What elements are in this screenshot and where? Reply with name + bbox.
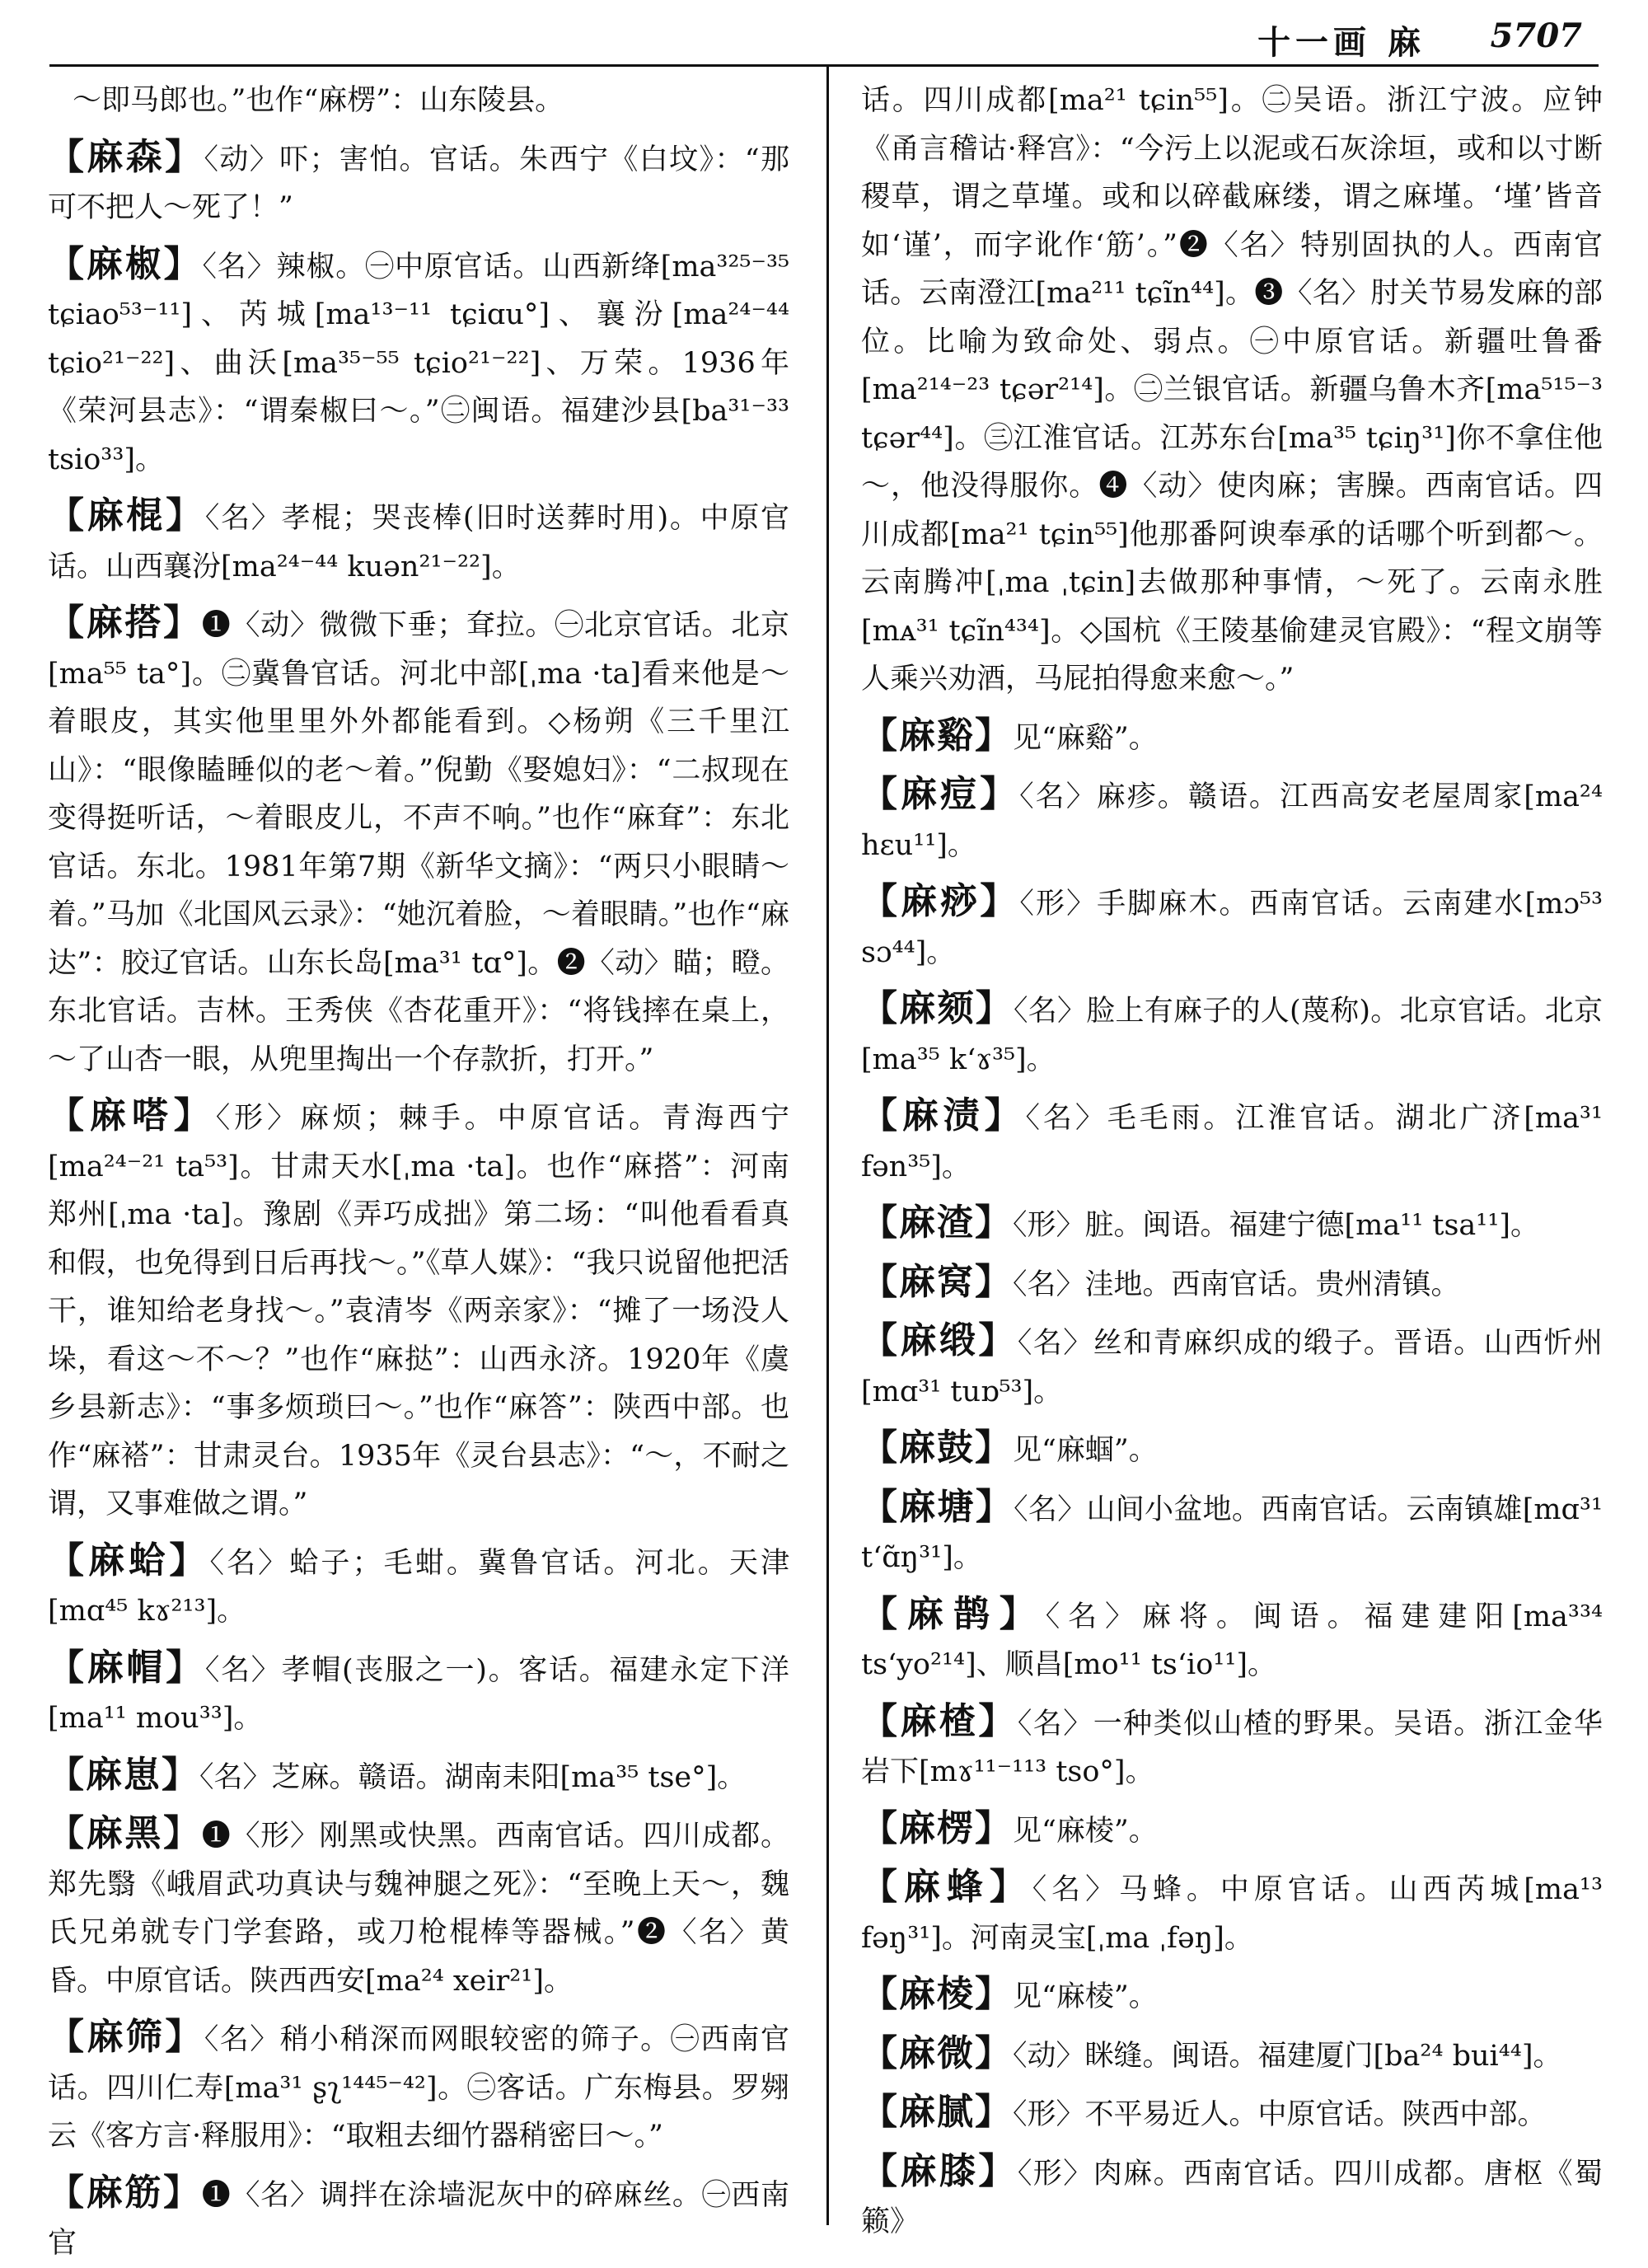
entry-definition: 见“麻谿”。 (1013, 721, 1158, 755)
dictionary-entry (861, 1199, 1603, 1250)
entry-headword: 【麻谿】 (861, 714, 1013, 757)
entry-headword: 【麻搭】 (48, 602, 202, 644)
entry-continuation (861, 74, 1603, 704)
dictionary-entry (861, 1092, 1603, 1191)
entry-headword: 【麻缎】 (861, 1319, 1018, 1361)
entry-headword: 【麻渣】 (861, 1202, 1013, 1244)
header-rule (49, 64, 1599, 67)
section-title: 十一画 麻 (1257, 23, 1426, 62)
dictionary-entry (861, 1258, 1603, 1310)
entry-definition: 〈名〉稍小稍深而网眼较密的筛子。㊀西南官话。四川仁寿[ma³¹ ʂʅ¹⁴⁴⁵⁻⁴²]。㊁客话。广东梅县。罗翙云《客方言·释服用》：“取粗去细竹器稍密曰～。” (48, 2023, 789, 2153)
dictionary-entry (861, 1970, 1603, 2022)
page-number: 5707 (1490, 16, 1582, 55)
entry-headword: 【麻蜂】 (861, 1866, 1032, 1908)
dictionary-entry (861, 2088, 1603, 2139)
dictionary-entry (48, 1092, 789, 1529)
entry-headword: 【麻森】 (48, 135, 204, 178)
entry-headword: 【麻窝】 (861, 1260, 1013, 1303)
entry-definition: 见“麻蝈”。 (1013, 1434, 1158, 1467)
dictionary-entry (861, 2148, 1603, 2247)
entry-definition: 〈名〉芝麻。赣语。湖南耒阳[ma³⁵ tse°]。 (199, 1760, 747, 1794)
entry-headword: 【麻鹊】 (861, 1592, 1046, 1635)
entry-headword: 【麻棱】 (861, 1973, 1013, 2015)
dictionary-entry (48, 2013, 789, 2161)
entry-headword: 【麻嗒】 (48, 1094, 216, 1136)
entry-definition: 〈名〉山间小盆地。西南官话。云南镇雄[mɑ³¹ t‘ɑ̃ŋ³¹]。 (861, 1492, 1603, 1574)
dictionary-entry (48, 2169, 789, 2268)
entry-headword: 【麻筛】 (48, 2016, 204, 2058)
dictionary-entry (861, 712, 1603, 763)
entry-headword: 【麻帽】 (48, 1646, 205, 1689)
entry-headword: 【麻塘】 (861, 1485, 1014, 1528)
dictionary-entry (861, 878, 1603, 977)
entry-headword: 【麻腻】 (861, 2091, 1013, 2133)
entry-definition: ❶〈名〉调拌在涂墙泥灰中的碎麻丝。㊀西南官 (48, 2178, 789, 2260)
dictionary-entry (48, 1751, 789, 1802)
entry-definition: 〈名〉麻疹。赣语。江西高安老屋周家[ma²⁴ hɛu¹¹]。 (861, 780, 1603, 862)
dictionary-entry (861, 1317, 1603, 1416)
entry-headword: 【麻黑】 (48, 1812, 202, 1854)
dictionary-entry (861, 1483, 1603, 1582)
entry-definition: ❶〈动〉微微下垂；耷拉。㊀北京官话。北京[ma⁵⁵ ta°]。㊁冀鲁官话。河北中部[ˌma ·ta]看来他是～着眼皮，其实他里里外外都能看到。◇杨朔《三千里江山》：“眼像瞌睡似的老～着。”倪勤《娶媳妇》：“二叔现在变得挺听话，～着眼皮儿，不声不响。”也作“麻耷”：东北官话。东北。1981年第7期《新华文摘》：“两只小眼睛～着。”马加《北国风云录》：“她沉着脸，～着眼睛。”也作“麻达”：胶辽官话。山东长岛[ma³¹ tɑ°]。❷〈动〉瞄；瞪。东北官话。吉林。王秀侠《杏花重开》：“将钱摔在桌上，～了山杏一眼，从兜里掏出一个存款折，打开。” (48, 609, 789, 1076)
entry-definition: 〈名〉孝棍；哭丧棒(旧时送葬时用)。中原官话。山西襄汾[ma²⁴⁻⁴⁴ kuən²¹⁻²²]。 (48, 502, 790, 583)
entry-headword: 【麻蛤】 (48, 1539, 210, 1582)
entry-definition: 见“麻棱”。 (1013, 1814, 1158, 1848)
entry-headword: 【麻痧】 (861, 880, 1020, 922)
entry-definition: 〈名〉脸上有麻子的人(蔑称)。北京官话。北京[ma³⁵ k‘ɤ³⁵]。 (861, 995, 1604, 1076)
dictionary-entry (861, 2030, 1603, 2081)
entry-headword: 【麻楞】 (861, 1806, 1013, 1849)
dictionary-entry (861, 771, 1603, 869)
entry-headword: 【麻崽】 (48, 1753, 199, 1796)
dictionary-entry (48, 1810, 789, 2005)
entry-headword: 【麻楂】 (861, 1699, 1018, 1742)
page-header (49, 16, 1590, 62)
dictionary-entry (861, 985, 1603, 1084)
entry-definition: 〈名〉蛤子；毛蚶。冀鲁官话。河北。天津[mɑ⁴⁵ kɤ²¹³]。 (48, 1546, 789, 1628)
entry-definition: 〈形〉手脚麻木。西南官话。云南建水[mɔ⁵³ sɔ⁴⁴]。 (861, 888, 1604, 969)
entry-headword: 【麻痘】 (861, 773, 1020, 815)
dictionary-entry (48, 599, 789, 1084)
dictionary-entry (861, 1424, 1603, 1475)
entry-definition: 〈形〉肉麻。西南官话。四川成都。唐枢《蜀籁》 (861, 2157, 1603, 2238)
entry-definition: 〈动〉眯缝。闽语。福建厦门[ba²⁴ bui⁴⁴]。 (1013, 2039, 1562, 2073)
dictionary-entry (48, 134, 789, 232)
right-column (861, 74, 1604, 2238)
entry-definition: 〈名〉麻将。闽语。福建建阳[ma³³⁴ ts‘yo²¹⁴]、顺昌[mo¹¹ ts‘io¹¹]。 (861, 1600, 1604, 1681)
dictionary-entry (861, 1805, 1603, 1856)
entry-definition: ❶〈形〉刚黑或快黑。西南官话。四川成都。郑先翳《峨眉武功真诀与魏神腿之死》：“至晚上天～，魏氏兄弟就专门学套路，或刀枪棍棒等器械。”❷〈名〉黄昏。中原官话。陕西西安[ma²⁴ xeir²¹]。 (48, 1820, 789, 1998)
entry-definition: ～即马郎也。”也作“麻楞”：山东陵县。 (73, 84, 564, 117)
entry-definition: 〈形〉麻烦；棘手。中原官话。青海西宁[ma²⁴⁻²¹ ta⁵³]。甘肃天水[ˌma ·ta]。也作“麻搭”：河南郑州[ˌma ·ta]。豫剧《弄巧成拙》第二场：“叫他看看真和假，也免得到日后再找～。”《草人媒》：“我只说留他把活干，谁知给老身找～。”袁清岑《两亲家》：“摊了一场没人垛，看这～不～？”也作“麻挞”：山西永济。1920年《虞乡县新志》：“事多烦琐曰～。”也作“麻答”：陕西中部。也作“麻褡”：甘肃灵台。1935年《灵台县志》：“～，不耐之谓，又事难做之谓。” (48, 1102, 789, 1521)
entry-definition: 〈名〉马蜂。中原官话。山西芮城[ma¹³ fəŋ³¹]。河南灵宝[ˌma ˌfəŋ]。 (861, 1873, 1603, 1955)
entry-definition: 见“麻棱”。 (1013, 1980, 1158, 2013)
entry-definition: 〈名〉毛毛雨。江淮官话。湖北广济[ma³¹ fən³⁵]。 (861, 1102, 1603, 1183)
entry-definition: 〈名〉一种类似山楂的野果。吴语。浙江金华岩下[mɤ¹¹⁻¹¹³ tso°]。 (861, 1707, 1603, 1788)
entry-definition: 〈名〉洼地。西南官话。贵州清镇。 (1013, 1268, 1460, 1301)
entry-continuation (48, 74, 789, 125)
entry-headword: 【麻渍】 (861, 1094, 1026, 1136)
dictionary-entry (861, 1591, 1603, 1689)
entry-headword: 【麻膝】 (861, 2149, 1018, 2192)
entry-definition: 〈动〉吓；害怕。官话。朱西宁《白坟》：“那可不把人～死了！” (48, 143, 789, 224)
dictionary-entry (48, 241, 789, 485)
entry-definition: 〈形〉不平易近人。中原官话。陕西中部。 (1013, 2098, 1547, 2131)
entry-headword: 【麻微】 (861, 2031, 1013, 2074)
dictionary-entry (861, 1698, 1603, 1797)
entry-definition: 〈名〉丝和青麻织成的缎子。晋语。山西忻州[mɑ³¹ tuɒ⁵³]。 (861, 1327, 1603, 1408)
entry-headword: 【麻鼓】 (861, 1427, 1013, 1469)
left-column (48, 74, 790, 2260)
column-divider (826, 66, 829, 2225)
entry-definition: 〈形〉脏。闽语。福建宁德[ma¹¹ tsa¹¹]。 (1013, 1209, 1540, 1242)
entry-headword: 【麻筋】 (48, 2171, 202, 2214)
entry-headword: 【麻颏】 (861, 987, 1014, 1029)
entry-definition: 〈名〉孝帽(丧服之一)。客话。福建永定下洋[ma¹¹ mou³³]。 (48, 1653, 790, 1735)
entry-headword: 【麻椒】 (48, 242, 203, 285)
dictionary-entry (48, 1537, 789, 1636)
entry-headword: 【麻棍】 (48, 494, 205, 537)
dictionary-entry (48, 492, 789, 591)
dictionary-entry (48, 1644, 789, 1743)
dictionary-entry (861, 1863, 1603, 1962)
entry-definition: 〈名〉辣椒。㊀中原官话。山西新绛[ma³²⁵⁻³⁵ tɕiao⁵³⁻¹¹]、芮城[ma¹³⁻¹¹ tɕiɑu°]、襄汾[ma²⁴⁻⁴⁴ tɕio²¹⁻²²]、曲沃[ma³⁵⁻⁵⁵ tɕio²¹⁻²²]、万荣。1936年《荣河县志》：“谓秦椒曰～。”㊁闽语。福建沙县[ba³¹⁻³³ tsio³³]。 (48, 250, 790, 476)
entry-definition: 话。四川成都[ma²¹ tɕin⁵⁵]。㊁吴语。浙江宁波。应钟《甬言稽诂·释宫》：“今污上以泥或石灰涂垣，或和以寸断稷草，谓之草墐。或和以碎截麻缕，谓之麻墐。‘墐’皆音如‘谨’，而字讹作‘筋’。”❷〈名〉特别固执的人。西南官话。云南澄江[ma²¹¹ tɕĩn⁴⁴]。❸〈名〉肘关节易发麻的部位。比喻为致命处、弱点。㊀中原官话。新疆吐鲁番[ma²¹⁴⁻²³ tɕər²¹⁴]。㊁兰银官话。新疆乌鲁木齐[ma⁵¹⁵⁻³ tɕər⁴⁴]。㊂江淮官话。江苏东台[ma³⁵ tɕiŋ³¹]你不拿住他～，他没得服你。❹〈动〉使肉麻；害臊。西南官话。四川成都[ma²¹ tɕin⁵⁵]他那番阿谀奉承的话哪个听到都～。云南腾冲[ˌma ˌtɕin]去做那种事情，～死了。云南永胜[mᴀ³¹ tɕĩn⁴³⁴]。◇国杭《王陵基偷建灵官殿》：“程文崩等人乘兴劝酒，马屁拍得愈来愈～。” (861, 84, 1603, 696)
